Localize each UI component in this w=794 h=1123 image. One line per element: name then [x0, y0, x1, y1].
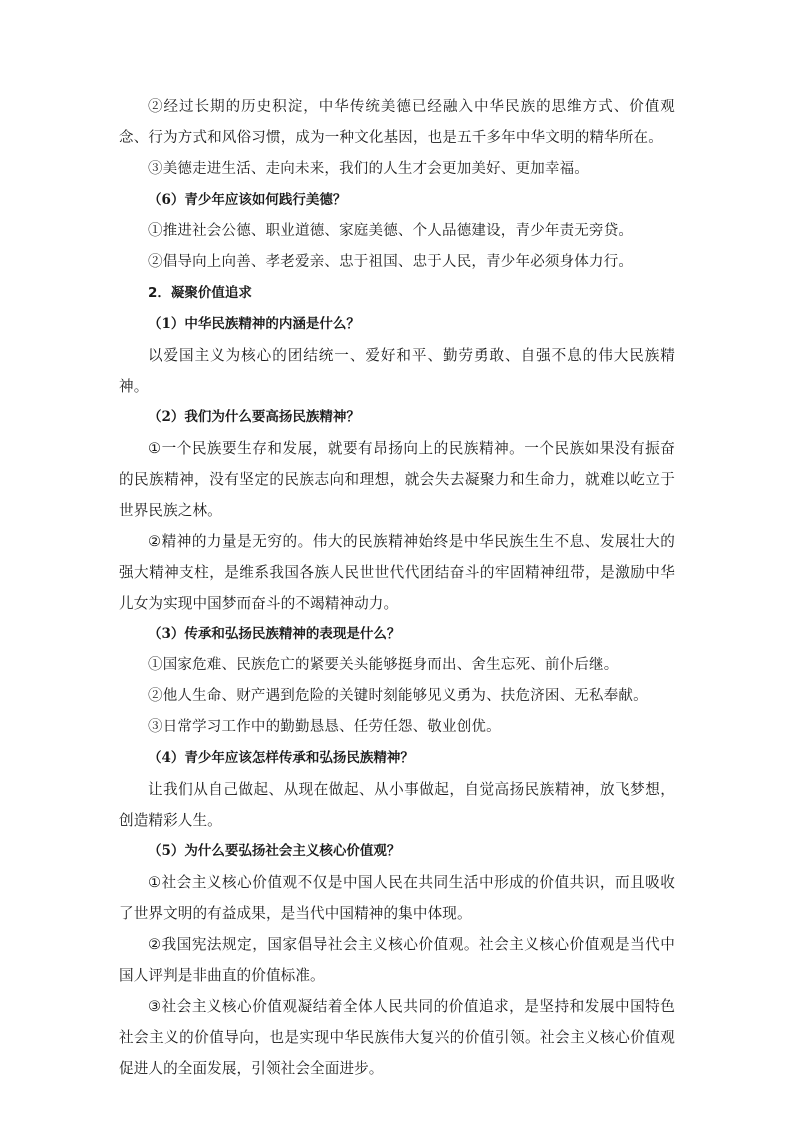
- question-heading-5: （5）为什么要弘扬社会主义核心价值观？: [148, 843, 401, 859]
- document-page: [119, 92, 675, 1084]
- paragraph-core-values-3: ③社会主义核心价值观凝结着全体人民共同的价值追求，是坚持和发展中国特色社会主义的价值导向，也是实现中华民族伟大复兴的价值引领。社会主义核心价值观促进人的全面发展，引领社会全面进步。: [119, 998, 675, 1077]
- paragraph-practice-virtue-1: ①推进社会公德、职业道德、家庭美德、个人品德建设，青少年责无旁贷。: [148, 223, 634, 239]
- question-heading-6: （6）青少年应该如何践行美德？: [148, 192, 347, 208]
- question-heading-4: （4）青少年应该怎样传承和弘扬民族精神？: [148, 750, 414, 766]
- paragraph-spirit-reason-1: ①一个民族要生存和发展，就要有昂扬向上的民族精神。一个民族如果没有振奋的民族精神，没有坚定的民族志向和理想，就会失去凝聚力和生命力，就难以屹立于世界民族之林。: [119, 440, 675, 519]
- paragraph-spirit-expression-2: ②他人生命、财产遇到危险的关键时刻能够见义勇为、扶危济困、无私奉献。: [148, 688, 648, 704]
- paragraph-core-values-2: ②我国宪法规定，国家倡导社会主义核心价值观。社会主义核心价值观是当代中国人评判是非曲直的价值标准。: [119, 936, 675, 984]
- section-heading-2: 2．凝聚价值追求: [148, 285, 252, 301]
- question-heading-2: （2）我们为什么要高扬民族精神？: [148, 409, 360, 425]
- question-heading-3: （3）传承和弘扬民族精神的表现是什么？: [148, 626, 401, 642]
- paragraph-virtue-into-life: ③美德走进生活、走向未来，我们的人生才会更加美好、更加幸福。: [148, 161, 589, 177]
- paragraph-spirit-connotation: 以爱国主义为核心的团结统一、爱好和平、勤劳勇敢、自强不息的伟大民族精神。: [119, 347, 675, 395]
- paragraph-practice-virtue-2: ②倡导向上向善、孝老爱亲、忠于祖国、忠于人民，青少年必须身体力行。: [148, 254, 634, 270]
- paragraph-spirit-expression-3: ③日常学习工作中的勤勤恳恳、任劳任怨、敬业创优。: [148, 719, 501, 735]
- paragraph-spirit-expression-1: ①国家危难、民族危亡的紧要关头能够挺身而出、舍生忘死、前仆后继。: [148, 657, 619, 673]
- paragraph-virtue-cultural-gene: ②经过长期的历史积淀，中华传统美德已经融入中华民族的思维方式、价值观念、行为方式和风俗习惯，成为一种文化基因，也是五千多年中华文明的精华所在。: [119, 99, 675, 146]
- question-heading-1: （1）中华民族精神的内涵是什么？: [148, 316, 360, 332]
- paragraph-core-values-1: ①社会主义核心价值观不仅是中国人民在共同生活中形成的价值共识，而且吸收了世界文明的有益成果，是当代中国精神的集中体现。: [119, 874, 675, 922]
- paragraph-youth-carry-spirit: 让我们从自己做起、从现在做起、从小事做起，自觉高扬民族精神，放飞梦想，创造精彩人生。: [119, 781, 675, 829]
- paragraph-spirit-reason-2: ②精神的力量是无穷的。伟大的民族精神始终是中华民族生生不息、发展壮大的强大精神支柱，是维系我国各族人民世世代代团结奋斗的牢固精神纽带，是激励中华儿女为实现中国梦而奋斗的不竭精神动力。: [119, 533, 675, 612]
